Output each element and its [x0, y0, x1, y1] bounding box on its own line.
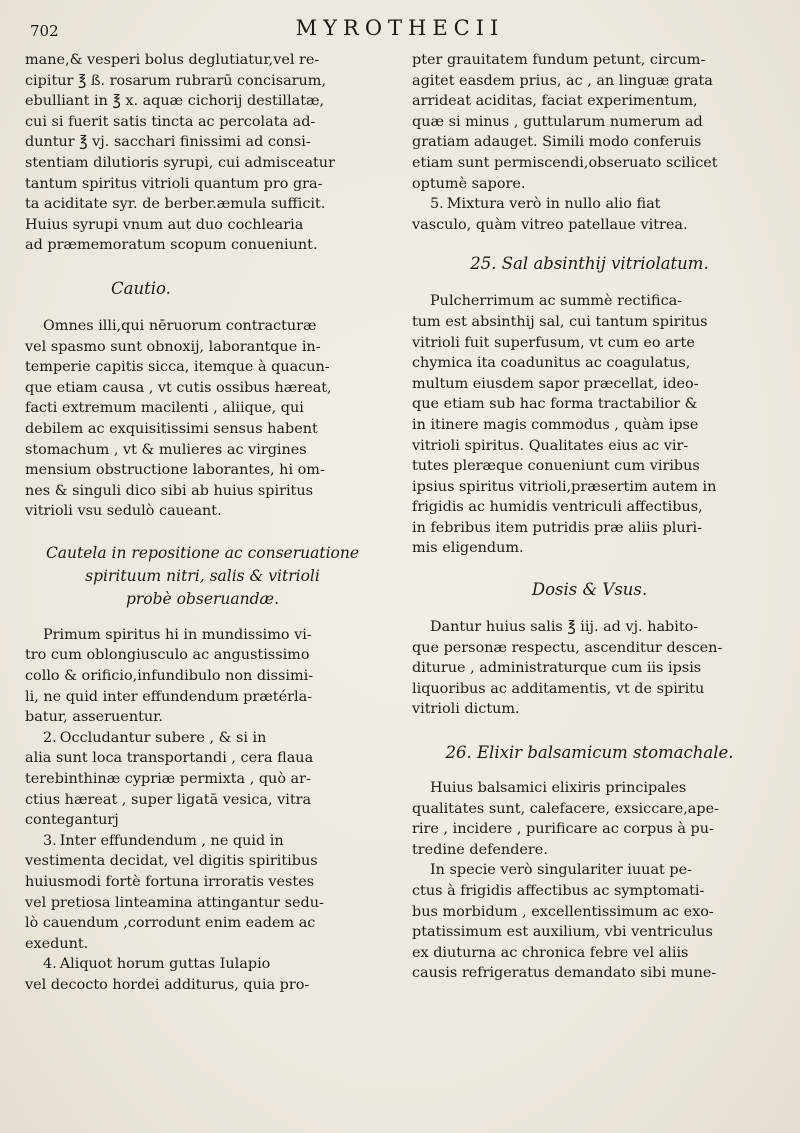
left-column — [25, 50, 380, 996]
text-line: vel decocto hordei additurus, quia pro- — [25, 976, 310, 993]
text-line: vel spasmo sunt obnoxij, laborantque in- — [25, 338, 321, 355]
cautio-paragraph — [25, 316, 380, 522]
rule-number: 5. — [430, 196, 444, 213]
text-line: vitrioli vsu sedulò caueant. — [25, 503, 222, 520]
cautio-heading: Cautio. — [111, 278, 171, 298]
dosis-paragraph — [412, 617, 767, 720]
section-25-paragraph — [412, 291, 767, 559]
text-line: que etiam causa , vt cutis ossibus hæreat, — [25, 379, 332, 396]
text-line: chymica ita coadunitus ac coagulatus, — [412, 355, 691, 372]
heading-line: spirituum nitri, salis & vitrioli — [85, 566, 320, 585]
text-line: vitrioli spiritus. Qualitates eius ac vir- — [412, 437, 689, 454]
text-line: in febribus item putridis præ aliis pluri- — [412, 519, 703, 536]
rule-3 — [25, 831, 380, 955]
text-line: cui si fuerit satis tincta ac percolata ad- — [25, 113, 316, 130]
text-line: optumè sapore. — [412, 175, 526, 192]
text-line: frigidis ac humidis ventriculi affectibus, — [412, 499, 703, 516]
text-line: alia sunt loca transportandi , cera flaua — [25, 750, 314, 767]
text-line: vitrioli fuit superfusum, vt cum eo arte — [412, 334, 695, 351]
heading-line: Cautela in repositione ac conseruatione — [45, 543, 360, 562]
text-line: qualitates sunt, calefacere, exsiccare,ape- — [412, 800, 719, 817]
text-line: ex diuturna ac chronica febre vel aliis — [412, 944, 689, 961]
text-line: mensium obstructione laborantes, hi om- — [25, 462, 325, 479]
text-line: ebulliant in ℥ x. aquæ cichorij destillatæ, — [25, 93, 325, 110]
text-line: etiam sunt permiscendi,obseruato scilicet — [412, 154, 718, 171]
text-line: rire , incidere , purificare ac corpus à pu- — [412, 821, 714, 838]
rule-4 — [25, 954, 380, 995]
running-head — [30, 16, 770, 44]
text-line: Dantur huius salis ℥ iij. ad vj. habito- — [430, 619, 699, 636]
text-line: ctus à frigidis affectibus ac symptomati- — [412, 883, 705, 899]
dosis-heading: Dosis & Vsus. — [531, 580, 648, 600]
text-line: In specie verò singulariter iuuat pe- — [430, 862, 692, 879]
text-line: arrideat aciditas, faciat experimentum, — [412, 93, 698, 110]
text-line: que etiam sub hac forma tractabilior & — [412, 396, 698, 413]
text-line: Occludantur subere , & si in — [59, 729, 267, 746]
rule-2 — [25, 728, 380, 831]
rule-5 — [412, 194, 767, 235]
text-line: vitrioli dictum. — [412, 701, 520, 718]
text-line: li, ne quid inter effundendum prætérla- — [25, 688, 313, 705]
text-line: vasculo, quàm vitreo patellaue vitrea. — [412, 216, 688, 233]
text-line: Mixtura verò in nullo alio fiat — [446, 196, 661, 213]
text-line: tro cum oblongiusculo ac angustissimo — [25, 647, 310, 664]
running-title: MYROTHECII — [295, 16, 505, 40]
text-line: vel pretiosa linteamina attingantur sedu- — [25, 894, 324, 911]
text-line: duntur ℥ vj. sacchari finissimi ad consi- — [25, 134, 311, 151]
text-line: que personæ respectu, ascenditur descen- — [412, 639, 723, 656]
text-line: lò cauendum ,corrodunt enim eadem ac — [25, 915, 316, 932]
section-26-heading: 26. Elixir balsamicum stomachale. — [445, 743, 734, 763]
text-line: in itinere magis commodus , quàm ipse — [412, 416, 699, 433]
section-26-paragraph — [412, 778, 767, 860]
rule-number: 4. — [43, 956, 57, 973]
text-line: batur, asseruentur. — [25, 709, 164, 726]
text-line: Omnes illi,qui nēruorum contracturæ — [43, 317, 317, 334]
text-line: ipsius spiritus vitrioli,præsertim autem in — [412, 478, 717, 495]
text-line: mane,& vesperi bolus deglutiatur,vel re- — [25, 52, 320, 68]
heading-line: probè obseruandæ. — [125, 589, 280, 608]
text-line: ad præmemoratum scopum conueniunt. — [25, 237, 318, 254]
text-line: Primum spiritus hi in mundissimo vi- — [43, 626, 312, 643]
text-line: Huius balsamici elixiris principales — [430, 780, 687, 797]
text-line: Inter effundendum , ne quid in — [59, 832, 284, 849]
rule-1 — [25, 625, 380, 728]
text-line: gratiam adauget. Simili modo conferuis — [412, 134, 702, 151]
rule-number: 3. — [43, 832, 57, 849]
right-column — [412, 50, 767, 984]
text-line: stomachum , vt & mulieres ac virgines — [25, 441, 307, 458]
page-number: 702 — [30, 22, 59, 40]
text-line: Aliquot horum guttas Iulapio — [59, 956, 271, 973]
text-line: tantum spiritus vitrioli quantum pro gra- — [25, 175, 323, 192]
text-line: vestimenta decidat, vel digitis spiritibus — [25, 853, 318, 870]
text-line: ptatissimum est auxilium, vbi ventriculus — [412, 924, 713, 941]
text-line: cipitur ℥ ß. rosarum rubrarū concisarum, — [25, 72, 327, 89]
text-line: exedunt. — [25, 935, 89, 952]
text-line: huiusmodi fortè fortuna irroratis vestes — [25, 874, 315, 890]
text-line: tredine defendere. — [412, 841, 548, 858]
text-line: Pulcherrimum ac summè rectifica- — [430, 293, 683, 310]
text-line: liquoribus ac additamentis, vt de spiritu — [412, 680, 705, 697]
text-line: tum est absinthij sal, cui tantum spiritus — [412, 313, 708, 330]
text-line: debilem ac exquisitissimi sensus habent — [25, 420, 318, 437]
continuation-paragraph — [412, 50, 767, 194]
section-26-paragraph-2 — [412, 860, 767, 984]
text-line: conteganturj — [25, 812, 119, 829]
text-line: mis eligendum. — [412, 540, 524, 557]
text-line: ta aciditate syr. de berber.æmula sufficit. — [25, 196, 326, 213]
text-line: tutes pleræque conueniunt cum viribus — [412, 458, 700, 475]
opening-paragraph — [25, 50, 380, 256]
text-line: agitet easdem prius, ac , an linguæ grata — [412, 72, 713, 89]
text-line: facti extremum macilenti , aliique, qui — [25, 400, 304, 417]
text-line: nes & singuli dico sibi ab huius spiritus — [25, 482, 313, 499]
text-line: Huius syrupi vnum aut duo cochlearia — [25, 216, 304, 233]
cautela-heading — [25, 542, 380, 611]
text-line: temperie capitis sicca, itemque à quacun- — [25, 359, 330, 376]
text-line: pter grauitatem fundum petunt, circum- — [412, 52, 706, 68]
text-line: bus morbidum , excellentissimum ac exo- — [412, 903, 714, 920]
section-25-heading: 25. Sal absinthij vitriolatum. — [470, 254, 709, 274]
rule-number: 2. — [43, 729, 57, 746]
text-line: causis refrigeratus demandato sibi mune- — [412, 965, 717, 982]
text-line: collo & orificio,infundibulo non dissimi- — [25, 668, 314, 685]
text-line: quæ si minus , guttularum numerum ad — [412, 113, 703, 130]
text-line: multum eiusdem sapor præcellat, ideo- — [412, 375, 699, 392]
text-line: ctius hæreat , super ligatā vesica, vitra — [25, 791, 312, 808]
text-line: stentiam dilutioris syrupi, cui admisceatur — [25, 154, 335, 171]
text-line: diturue , administraturque cum iis ipsis — [412, 660, 702, 677]
text-line: terebinthinæ cypriæ permixta , quò ar- — [25, 771, 311, 788]
